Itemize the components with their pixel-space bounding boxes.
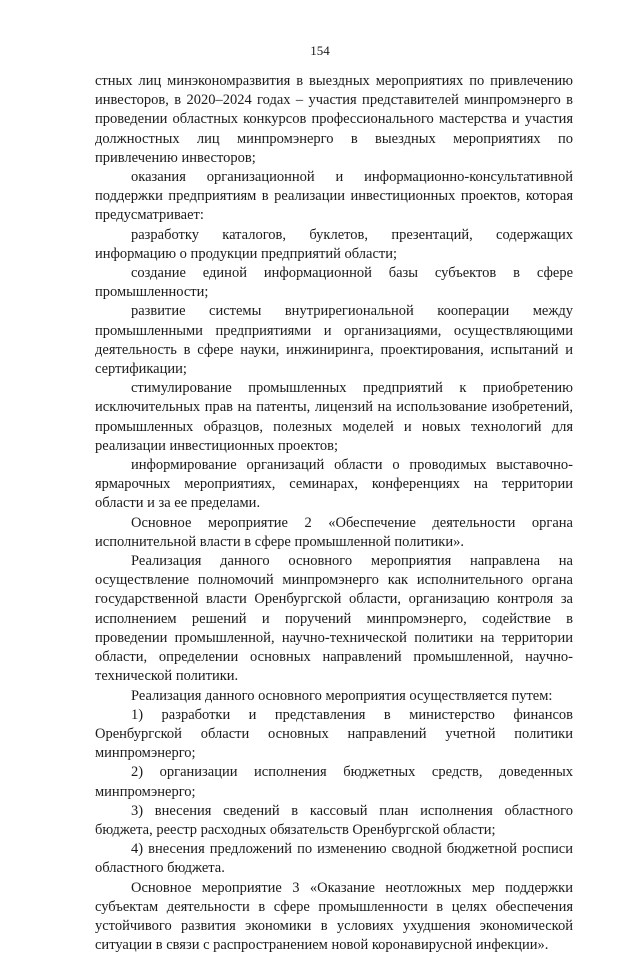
paragraph: Реализация данного основного мероприятия направлена на осуществление полномочий минпромэнерго как исполнительного органа государственной власти Оренбургской области, организацию контроля за исполнением решений и поручений минпромэнерго, содействие в проведении промышленной, научно-технической политики на территории области, определении основных направлений промышленной, научно-технической политики. [95, 553, 573, 685]
paragraph: 1) разработки и представления в министерство финансов Оренбургской области основных направлений учетной политики минпромэнерго; [95, 706, 573, 762]
paragraph: информирование организаций области о проводимых выставочно-ярмарочных мероприятиях, семинарах, конференциях на территории области и за ее пределами. [95, 457, 573, 512]
paragraph: стимулирование промышленных предприятий к приобретению исключительных прав на патенты, лицензий на использование изобретений, промышленных образцов, полезных моделей и новых технологий для реализации инвестиционных проектов; [95, 380, 573, 454]
paragraph: 2) организации исполнения бюджетных средств, доведенных минпромэнерго; [95, 764, 573, 800]
paragraph: развитие системы внутрирегиональной кооперации между промышленными предприятиями и организациями, осуществляющими деятельность в сфере науки, инжиниринга, проектирования, испытаний и сертификации; [95, 303, 573, 378]
document-body [95, 72, 573, 955]
paragraph: оказания организационной и информационно-консультативной поддержки предприятиям в реализации инвестиционных проектов, которая предусматривает: [95, 169, 573, 224]
paragraph: стных лиц минэкономразвития в выездных мероприятиях по привлечению инвесторов, в 2020–2024 годах – участия представителей минпромэнерго в проведении областных конкурсов профессионального мастерства и участия должностных лиц минпромэнерго в выездных мероприятиях по привлечению инвесторов; [95, 73, 573, 166]
paragraph: 4) внесения предложений по изменению сводной бюджетной росписи областного бюджета. [95, 841, 573, 877]
paragraph: Основное мероприятие 2 «Обеспечение деятельности органа исполнительной власти в сфере промышленной политики». [95, 514, 573, 550]
paragraph: 3) внесения сведений в кассовый план исполнения областного бюджета, реестр расходных обязательств Оренбургской области; [95, 802, 573, 838]
paragraph: создание единой информационной базы субъектов в сфере промышленности; [95, 265, 573, 301]
paragraph: Основное мероприятие 3 «Оказание неотложных мер поддержки субъектам деятельности в сфере промышленности в целях обеспечения устойчивого развития экономики в условиях ухудшения экономической ситуации в связи с распространением новой коронавирусной инфекции». [95, 879, 573, 954]
page-number: 154 [310, 43, 330, 58]
paragraph: Реализация данного основного мероприятия осуществляется путем: [131, 687, 553, 704]
paragraph: разработку каталогов, буклетов, презентаций, содержащих информацию о продукции предприятий области; [95, 226, 573, 262]
